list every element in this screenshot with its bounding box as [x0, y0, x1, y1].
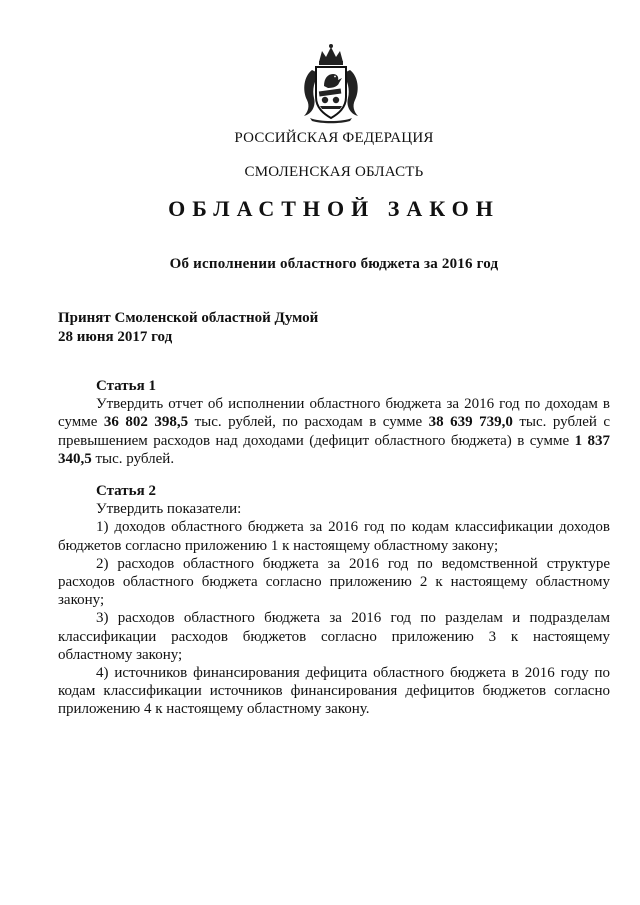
article-1-text-part: тыс. рублей, по расходам в сумме	[188, 414, 429, 431]
article-1-text-part: тыс. рублей.	[91, 450, 175, 467]
article-2-intro: Утвердить показатели:	[96, 501, 242, 518]
document-title: ОБЛАСТНОЙ ЗАКОН	[168, 196, 500, 221]
article-1	[58, 377, 610, 468]
article-2-item: 3) расходов областного бюджета за 2016 год по разделам и подразделам классификации расходов бюджетов согласно приложению 3 к настоящему областному закону;	[58, 610, 610, 663]
article-1-text-part: Утвердить отчет об исполнении областного бюджета за 2016 год по доходам в сумме	[58, 396, 610, 431]
article-1-text	[58, 395, 610, 468]
article-2	[58, 482, 610, 719]
header-country: РОССИЙСКАЯ ФЕДЕРАЦИЯ	[234, 130, 434, 146]
adopted-by: Принят Смоленской областной Думой	[58, 310, 319, 326]
header-region: СМОЛЕНСКАЯ ОБЛАСТЬ	[244, 164, 424, 180]
article-1-title: Статья 1	[96, 378, 156, 394]
adopted-date: 28 июня 2017 год	[58, 329, 173, 345]
deficit-amount: 1 837 340,5	[58, 432, 610, 467]
adoption-block	[58, 309, 318, 347]
expenses-amount: 38 639 739,0	[428, 414, 513, 431]
document-subject: Об исполнении областного бюджета за 2016 год	[169, 256, 499, 272]
income-amount: 36 802 398,5	[103, 414, 189, 431]
article-2-item: 4) источников финансирования дефицита областного бюджета в 2016 году по кодам классификации источников финансирования дефицитов бюджетов согласно приложению 4 к настоящему областному закону.	[58, 665, 610, 718]
article-2-item: 2) расходов областного бюджета за 2016 год по ведомственной структуре расходов областного бюджета согласно приложению 2 к настоящему областному закону;	[58, 555, 610, 609]
coat-of-arms-icon	[298, 42, 364, 124]
article-2-item: 1) доходов областного бюджета за 2016 год по кодам классификации доходов бюджетов согласно приложению 1 к настоящему областному закону;	[58, 519, 610, 554]
article-2-title: Статья 2	[96, 483, 156, 499]
article-1-text-part: тыс. рублей с превышением расходов над доходами (дефицит областного бюджета) в сумме	[58, 414, 611, 449]
